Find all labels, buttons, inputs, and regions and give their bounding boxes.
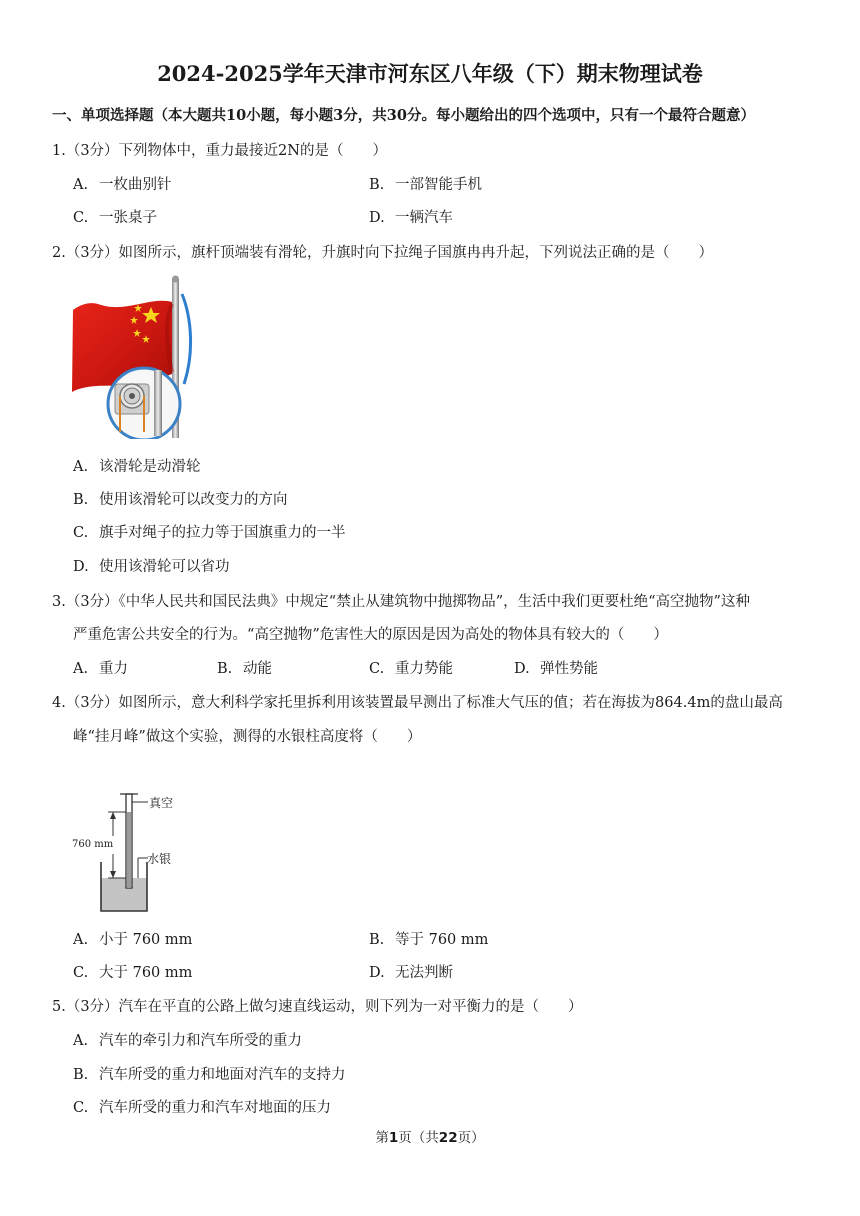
- section-heading: 一、单项选择题（本大题共10小题，每小题3分，共30分。每小题给出的四个选项中，只有一个最符合题意）: [52, 107, 755, 124]
- q1-option-d[interactable]: D. 一辆汽车: [369, 210, 453, 226]
- q2-option-b[interactable]: B. 使用该滑轮可以改变力的方向: [73, 492, 288, 508]
- q1-option-b[interactable]: B. 一部智能手机: [369, 177, 482, 193]
- q4-option-d[interactable]: D. 无法判断: [369, 965, 453, 981]
- q3-option-d[interactable]: D. 弹性势能: [514, 661, 598, 677]
- q3-option-b[interactable]: B. 动能: [217, 661, 272, 677]
- q2-option-d[interactable]: D. 使用该滑轮可以省功: [73, 559, 230, 575]
- question-4-stem-line2: 峰“挂月峰”做这个实验，测得的水银柱高度将（ ）: [73, 729, 422, 745]
- page-footer: 第1页（共22页）: [375, 1130, 485, 1146]
- q5-option-c[interactable]: C. 汽车所受的重力和汽车对地面的压力: [73, 1100, 331, 1116]
- q5-option-b[interactable]: B. 汽车所受的重力和地面对汽车的支持力: [73, 1067, 346, 1083]
- question-5-stem: 5.（3分）汽车在平直的公路上做匀速直线运动，则下列为一对平衡力的是（ ）: [52, 999, 583, 1015]
- label-mercury: 水银: [147, 852, 172, 866]
- label-760mm: 760 mm: [72, 839, 114, 850]
- q2-option-a[interactable]: A. 该滑轮是动滑轮: [73, 459, 201, 475]
- q3-option-c[interactable]: C. 重力势能: [369, 661, 453, 677]
- q1-option-a[interactable]: A. 一枚曲别针: [73, 177, 172, 193]
- q1-option-c[interactable]: C. 一张桌子: [73, 210, 157, 226]
- q3-option-a[interactable]: A. 重力: [73, 661, 128, 677]
- label-vacuum: 真空: [149, 796, 174, 810]
- question-4-stem-line1: 4.（3分）如图所示，意大利科学家托里拆利用该装置最早测出了标准大气压的值；若在海拔为864.4m的盘山最高: [52, 695, 783, 711]
- q2-option-c[interactable]: C. 旗手对绳子的拉力等于国旗重力的一半: [73, 525, 346, 541]
- q4-option-a[interactable]: A. 小于 760 mm: [73, 932, 193, 948]
- page-number: 1: [388, 1130, 399, 1146]
- question-3-stem-line2: 严重危害公共安全的行为。“高空抛物”危害性大的原因是因为高处的物体具有较大的（ ）: [73, 627, 668, 643]
- q4-option-c[interactable]: C. 大于 760 mm: [73, 965, 193, 981]
- question-1-stem: 1.（3分）下列物体中，重力最接近2N的是（ ）: [52, 143, 387, 159]
- q5-option-a[interactable]: A. 汽车的牵引力和汽车所受的重力: [73, 1033, 302, 1049]
- question-2-stem: 2.（3分）如图所示，旗杆顶端装有滑轮，升旗时向下拉绳子国旗冉冉升起，下列说法正确的是（ ）: [52, 245, 714, 261]
- question-3-stem-line1: 3.（3分）《中华人民共和国民法典》中规定“禁止从建筑物中抛掷物品”，生活中我们更要杜绝“高空抛物”这种: [52, 594, 750, 610]
- page-title: 2024-2025学年天津市河东区八年级（下）期末物理试卷: [157, 61, 703, 86]
- flag-pulley-figure: [70, 274, 195, 439]
- page-total: 22: [438, 1130, 458, 1146]
- q4-option-b[interactable]: B. 等于 760 mm: [369, 932, 489, 948]
